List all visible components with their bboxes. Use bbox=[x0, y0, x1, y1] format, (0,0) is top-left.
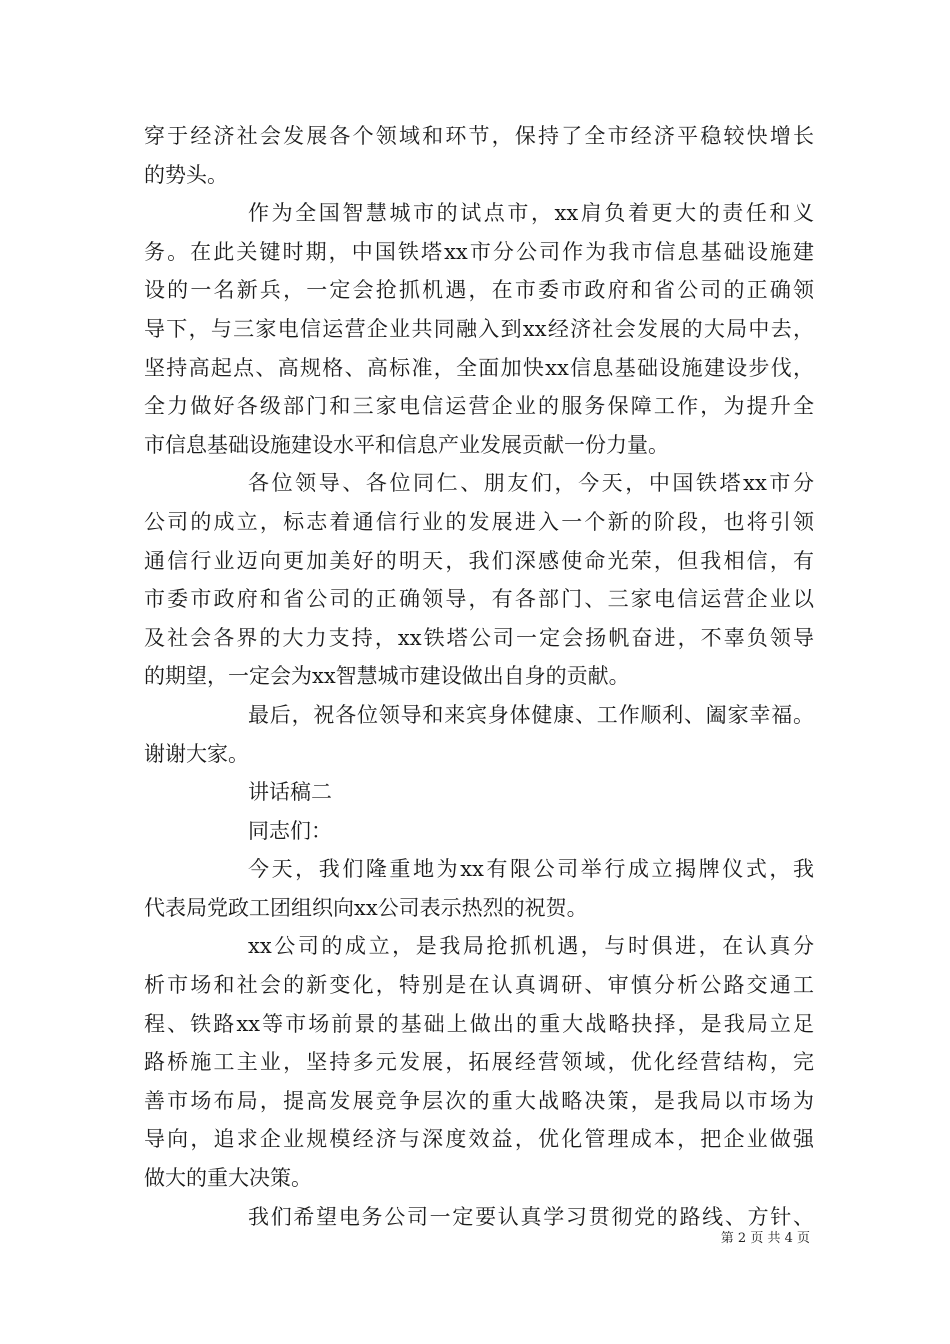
section-heading: 讲话稿二 bbox=[248, 780, 332, 805]
text-line: 导下，与三家电信运营企业共同融入到xx经济社会发展的大局中去， bbox=[144, 316, 814, 341]
text-line: 的期望，一定会为xx智慧城市建设做出自身的贡献。 bbox=[144, 664, 630, 689]
text-line: 做大的重大决策。 bbox=[144, 1166, 312, 1191]
text-line: 各位领导、各位同仁、朋友们，今天，中国铁塔xx市分 bbox=[248, 471, 814, 496]
text-line: 的势头。 bbox=[144, 162, 228, 187]
text-line: 善市场布局，提高发展竞争层次的重大战略决策，是我局以市场为 bbox=[144, 1088, 814, 1113]
text-line: 市委市政府和省公司的正确领导，有各部门、三家电信运营企业以 bbox=[144, 587, 814, 612]
text-line: 穿于经济社会发展各个领域和环节，保持了全市经济平稳较快增长 bbox=[144, 124, 814, 148]
document-body bbox=[144, 117, 814, 1236]
text-line: 今天，我们隆重地为xx有限公司举行成立揭牌仪式，我 bbox=[248, 857, 814, 882]
salutation: 同志们： bbox=[248, 818, 332, 843]
text-line: 全力做好各级部门和三家电信运营企业的服务保障工作，为提升全 bbox=[144, 394, 814, 419]
text-line: 设的一名新兵，一定会抢抓机遇，在市委市政府和省公司的正确领 bbox=[144, 278, 814, 303]
text-line: 坚持高起点、高规格、高标准，全面加快xx信息基础设施建设步伐， bbox=[144, 355, 814, 380]
text-line: 公司的成立，标志着通信行业的发展进入一个新的阶段，也将引领 bbox=[144, 509, 814, 534]
text-line: 作为全国智慧城市的试点市，xx肩负着更大的责任和义 bbox=[248, 201, 814, 226]
text-line: 最后，祝各位领导和来宾身体健康、工作顺利、阖家幸福。 bbox=[248, 702, 814, 727]
text-line: 程、铁路xx等市场前景的基础上做出的重大战略抉择，是我局立足 bbox=[144, 1011, 814, 1036]
text-line: 及社会各界的大力支持，xx铁塔公司一定会扬帆奋进，不辜负领导 bbox=[144, 625, 814, 650]
text-line: 代表局党政工团组织向xx公司表示热烈的祝贺。 bbox=[144, 895, 588, 920]
text-line: 谢谢大家。 bbox=[144, 741, 249, 766]
text-line: 析市场和社会的新变化，特别是在认真调研、审慎分析公路交通工 bbox=[144, 973, 814, 998]
text-line: 市信息基础设施建设水平和信息产业发展贡献一份力量。 bbox=[144, 432, 669, 457]
text-line: 我们希望电务公司一定要认真学习贯彻党的路线、方针、 bbox=[248, 1204, 814, 1229]
text-line: 务。在此关键时期，中国铁塔xx市分公司作为我市信息基础设施建 bbox=[144, 239, 814, 264]
text-line: 路桥施工主业，坚持多元发展，拓展经营领域，优化经营结构，完 bbox=[144, 1050, 814, 1075]
text-line: 导向，追求企业规模经济与深度效益，优化管理成本，把企业做强 bbox=[144, 1127, 814, 1152]
page-number-footer: 第 2 页 共 4 页 bbox=[720, 1231, 810, 1246]
text-line: 通信行业迈向更加美好的明天，我们深感使命光荣，但我相信，有 bbox=[144, 548, 814, 573]
text-line: xx公司的成立，是我局抢抓机遇，与时俱进，在认真分 bbox=[248, 934, 814, 959]
